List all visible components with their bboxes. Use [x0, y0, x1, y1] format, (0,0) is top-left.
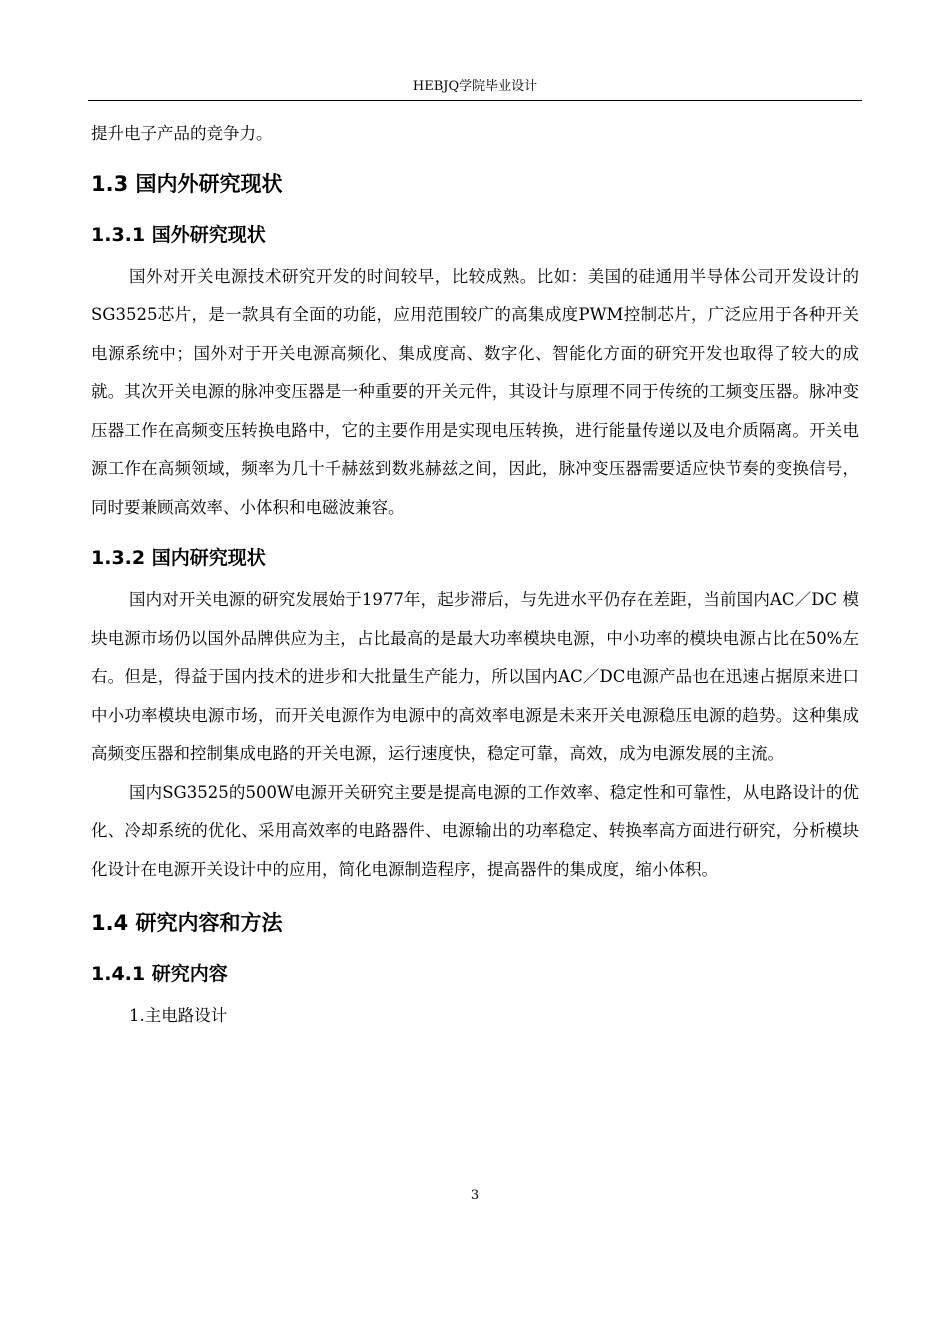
running-header: HEBJQ学院毕业设计 [412, 79, 538, 94]
list-item-main-circuit: 1.主电路设计 [129, 1006, 228, 1025]
subsection-heading-1-3-1: 1.3.1 国外研究现状 [91, 223, 266, 246]
page-number: 3 [470, 1188, 480, 1203]
paragraph-domestic-sg3525: 国内SG3525的500W电源开关研究主要是提高电源的工作效率、稳定性和可靠性，从电路设计的优化、冷却系统的优化、采用高效率的电路器件、电源输出的功率稳定、转换率高方面进行研究，分析模块化设计在电源开关设计中的应用，简化电源制造程序，提高器件的集成度，缩小体积。 [91, 782, 859, 879]
header-rule [88, 100, 862, 101]
page-body [91, 112, 859, 1036]
section-heading-1-3: 1.3 国内外研究现状 [91, 171, 283, 196]
paragraph-domestic-research: 国内对开关电源的研究发展始于1977年，起步滞后，与先进水平仍存在差距，当前国内AC／DC 模块电源市场仍以国外品牌供应为主，占比最高的是最大功率模块电源，中小功率的模块电源占比在50%左右。但是，得益于国内技术的进步和大批量生产能力，所以国内AC／DC电源产品也在迅速占据原来进口中小功率模块电源市场，而开关电源作为电源中的高效率电源是未来开关电源稳压电源的趋势。这种集成高频变压器和控制集成电路的开关电源，运行速度快，稳定可靠，高效，成为电源发展的主流。 [91, 590, 859, 763]
paragraph-foreign-research: 国外对开关电源技术研究开发的时间较早，比较成熟。比如：美国的硅通用半导体公司开发设计的SG3525芯片，是一款具有全面的功能，应用范围较广的高集成度PWM控制芯片，广泛应用于各种开关电源系统中；国外对于开关电源高频化、集成度高、数字化、智能化方面的研究开发也取得了较大的成就。其次开关电源的脉冲变压器是一种重要的开关元件，其设计与原理不同于传统的工频变压器。脉冲变压器工作在高频变压转换电路中，它的主要作用是实现电压转换，进行能量传递以及电介质隔离。开关电源工作在高频领域，频率为几十千赫兹到数兆赫兹之间，因此，脉冲变压器需要适应快节奏的变换信号，同时要兼顾高效率、小体积和电磁波兼容。 [91, 266, 859, 517]
paragraph-continuation: 提升电子产品的竞争力。 [91, 124, 273, 143]
subsection-heading-1-4-1: 1.4.1 研究内容 [91, 963, 228, 985]
subsection-heading-1-3-2: 1.3.2 国内研究现状 [91, 547, 266, 569]
section-heading-1-4: 1.4 研究内容和方法 [91, 911, 283, 935]
